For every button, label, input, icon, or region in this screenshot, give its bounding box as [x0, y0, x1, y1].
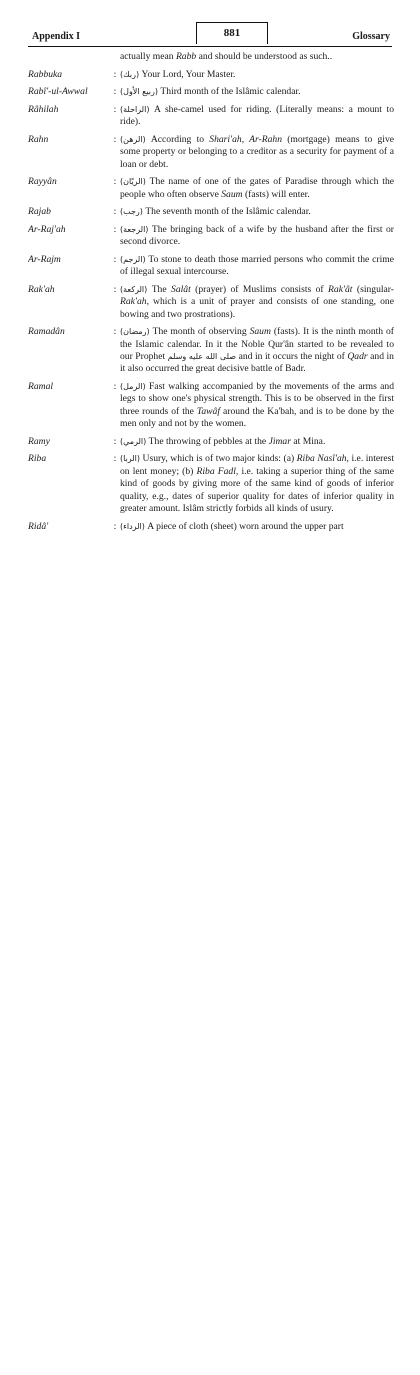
glossary-term: Ridâ'	[28, 520, 49, 532]
glossary-term: Ar-Rajm	[28, 253, 61, 265]
glossary-term: Riba	[28, 453, 47, 465]
glossary-definition: (ربك) Your Lord, Your Master.	[120, 68, 236, 80]
glossary-entry	[28, 326, 394, 376]
glossary-definition: (الرجعة) The bringing back of a wife by the husband after the first or second divorce.	[120, 223, 394, 248]
term-separator: :	[113, 68, 117, 80]
glossary-definition: (الربا) Usury, which is of two major kinds: (a) Riba Nasî'ah, i.e. interest on lent money; (b) Riba Fadl, i.e. taking a superior thing of the same kind of goods by giving more of the same kind of goods of inferior quality, e.g., dates of superior quality for dates of inferior quality in greater amount. Islâm strictly forbids all kinds of usury.	[120, 453, 394, 515]
glossary-entries	[28, 51, 394, 538]
glossary-term: Ramy	[28, 435, 50, 447]
term-separator: :	[113, 326, 117, 338]
glossary-term: Ramal	[28, 381, 54, 392]
term-separator: :	[113, 176, 117, 188]
term-separator: :	[113, 86, 117, 98]
glossary-entry	[28, 436, 394, 448]
glossary-term: Rabî'-ul-Awwal	[28, 86, 88, 98]
glossary-definition: (الرداء) A piece of cloth (sheet) worn around the upper part	[120, 520, 344, 532]
glossary-term: Rajab	[28, 206, 51, 218]
term-separator: :	[113, 283, 117, 295]
glossary-entry	[28, 521, 394, 533]
term-separator: :	[113, 103, 117, 115]
glossary-entry	[28, 206, 394, 218]
term-separator: :	[113, 133, 117, 145]
term-separator	[110, 51, 120, 63]
glossary-definition: (الرجم) To stone to death those married persons who commit the crime of illegal sexual intercourse.	[120, 253, 394, 278]
glossary-definition: actually mean Rabb and should be understood as such..	[120, 51, 333, 62]
glossary-definition: (الريّان) The name of one of the gates of Paradise through which the people who often observe Saum (fasts) will enter.	[120, 176, 394, 200]
glossary-entry	[28, 254, 394, 279]
glossary-definition: (الركعة) The Salât (prayer) of Muslims consists of Rak'ât (singular-Rak'ah, which is a unit of prayer and consists of one standing, one bowing and two prostrations).	[120, 283, 394, 320]
glossary-definition: (رمضان) The month of observing Saum (fasts). It is the ninth month of the Islamic calendar. In it the Noble Qur'ân started to be revealed to our Prophet صلى الله عليه وسلم and in it occurs the night of Qadr and in it also occurred the great decisive battle of Badr.	[120, 326, 394, 375]
glossary-entry	[28, 284, 394, 321]
glossary-entry	[28, 381, 394, 431]
term-separator: :	[113, 381, 117, 392]
term-separator: :	[113, 520, 117, 532]
glossary-entry	[28, 134, 394, 171]
glossary-term	[28, 51, 110, 63]
term-separator: :	[113, 435, 117, 447]
glossary-term: Rak'ah	[28, 283, 55, 295]
glossary-term: Ramadân	[28, 326, 65, 338]
term-separator: :	[113, 223, 117, 235]
glossary-entry	[28, 104, 394, 129]
glossary-term: Rabbuka	[28, 68, 63, 80]
glossary-definition: (ربيع الأول) Third month of the Islâmic calendar.	[120, 86, 301, 98]
glossary-term: Ar-Raj'ah	[28, 223, 66, 235]
glossary-entry	[28, 224, 394, 249]
header-glossary-label: Glossary	[352, 31, 390, 42]
glossary-entry	[28, 86, 394, 98]
glossary-term: Rayyân	[28, 176, 57, 188]
glossary-term: Râhilah	[28, 103, 59, 115]
glossary-term: Rahn	[28, 133, 49, 145]
glossary-definition: (الرهن) According to Shari'ah, Ar-Rahn (mortgage) means to give some property or belonging to a creditor as a security for payment of a loan or debt.	[120, 133, 394, 170]
header-page-number: 881	[196, 22, 268, 44]
term-separator: :	[113, 206, 117, 218]
term-separator: :	[113, 453, 117, 465]
glossary-entry	[28, 69, 394, 81]
glossary-definition: (الرمي) The throwing of pebbles at the Jimar at Mina.	[120, 435, 326, 447]
header-appendix-label: Appendix I	[32, 31, 81, 42]
page-header	[28, 22, 392, 47]
term-separator: :	[113, 253, 117, 265]
glossary-definition: (الرمل) Fast walking accompanied by the movements of the arms and legs to show one's physical strength. This is to be observed in the first three rounds of the Tawâf around the Ka'bah, and is to be done by the men only and not by the women.	[120, 381, 394, 430]
glossary-definition: (الراحلة) A she-camel used for riding. (Literally means: a mount to ride).	[120, 103, 394, 128]
glossary-entry	[28, 176, 394, 201]
glossary-entry	[28, 453, 394, 515]
glossary-entry	[28, 51, 394, 63]
glossary-definition: (رجب) The seventh month of the Islâmic calendar.	[120, 206, 311, 218]
